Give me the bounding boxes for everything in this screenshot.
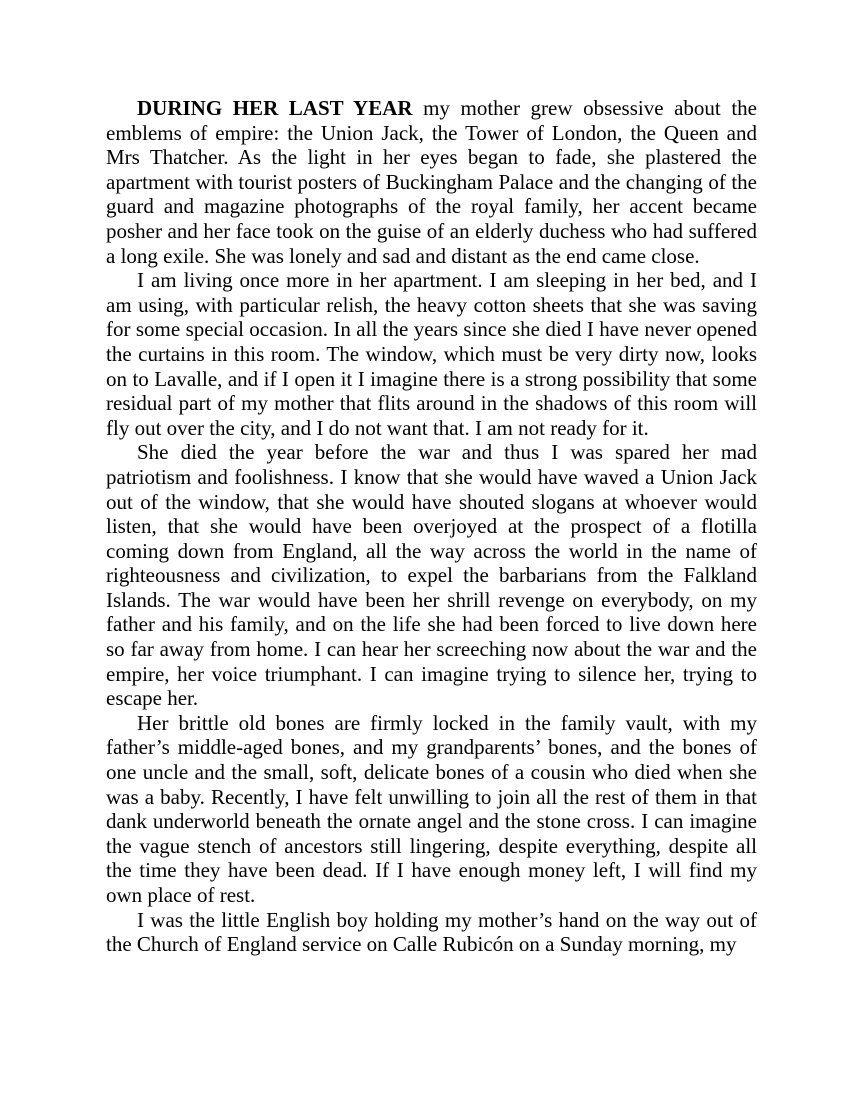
paragraph-4: Her brittle old bones are firmly locked in the family vault, with my father’s middle-aged bones, and my grandparents’ bones, and the bones of one uncle and the small, soft, delicate bones of a cousin who died when she was a baby. Recently, I have felt unwilling to join all the rest of them in that dank underworld beneath the ornate angel and the stone cross. I can imagine the vague stench of ancestors still lingering, despite everything, despite all the time they have been dead. If I have enough money left, I will find my own place of rest. <box>106 710 757 907</box>
paragraph-2: I am living once more in her apartment. I am sleeping in her bed, and I am using, with particular relish, the heavy cotton sheets that she was saving for some special occasion. In all the years since she died I have never opened the curtains in this room. The window, which must be very dirty now, looks on to Lavalle, and if I open it I imagine there is a strong possibility that some residual part of my mother that flits around in the shadows of this room will fly out over the city, and I do not want that. I am not ready for it. <box>106 268 757 440</box>
paragraph-lead-bold: DURING HER LAST YEAR <box>137 96 413 120</box>
paragraph-1 <box>106 96 757 268</box>
paragraph-3: She died the year before the war and thus I was spared her mad patriotism and foolishness. I know that she would have waved a Union Jack out of the window, that she would have shouted slogans at whoever would listen, that she would have been overjoyed at the prospect of a flotilla coming down from England, all the way across the world in the name of righteousness and civilization, to expel the barbarians from the Falkland Islands. The war would have been her shrill revenge on everybody, on my father and his family, and on the life she had been forced to live down here so far away from home. I can hear her screeching now about the war and the empire, her voice triumphant. I can imagine trying to silence her, trying to escape her. <box>106 440 757 711</box>
paragraph-5: I was the little English boy holding my mother’s hand on the way out of the Church of England service on Calle Rubicón on a Sunday morning, my <box>106 907 757 957</box>
paragraph-1-text: my mother grew obsessive about the emblems of empire: the Union Jack, the Tower of London, the Queen and Mrs Thatcher. As the light in her eyes began to fade, she plastered the apartment with tourist posters of Buckingham Palace and the changing of the guard and magazine photographs of the royal family, her accent became posher and her face took on the guise of an elderly duchess who had suffered a long exile. She was lonely and sad and distant as the end came close. <box>106 96 757 268</box>
book-page <box>106 96 757 957</box>
